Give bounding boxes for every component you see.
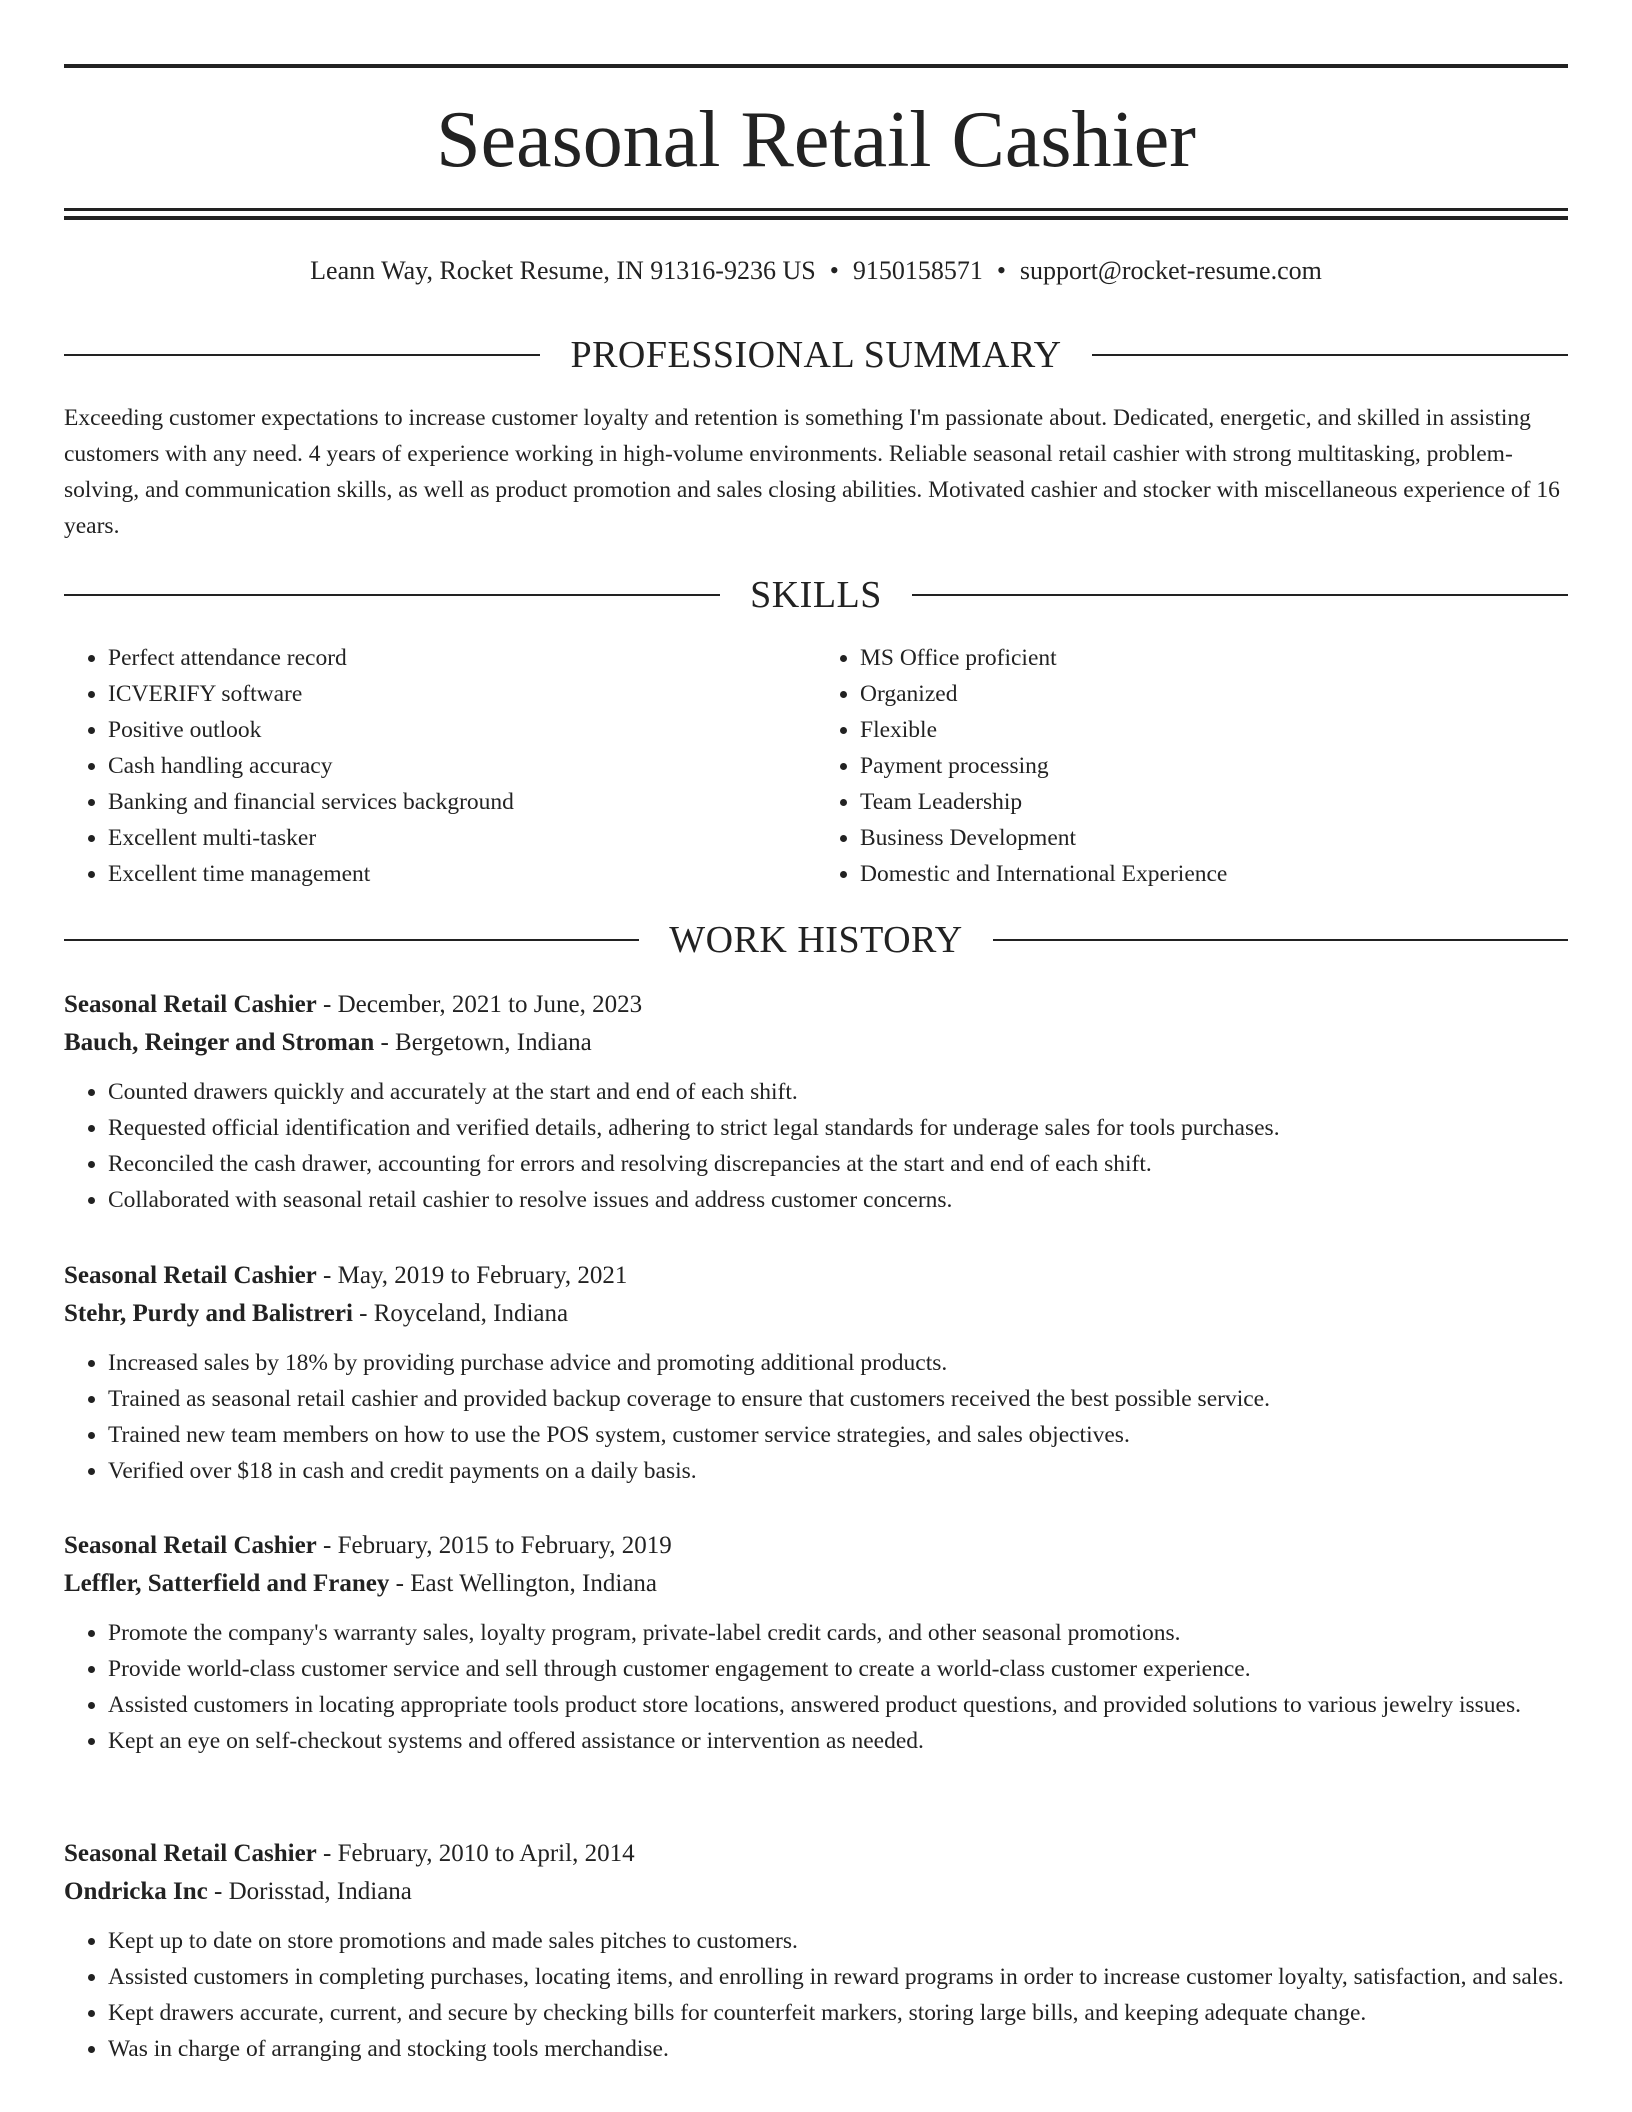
job-company-line xyxy=(64,1295,1568,1333)
skill-item: • Organized xyxy=(860,676,1568,712)
job-bullet: • Provide world-class customer service and sell through customer engagement to create a world-class customer experience. xyxy=(108,1651,1568,1687)
job-company-line xyxy=(64,1024,1568,1062)
job-bullet: • Promote the company's warranty sales, loyalty program, private-label credit cards, and other seasonal promotions. xyxy=(108,1615,1568,1651)
job-bullet: • Was in charge of arranging and stocking tools merchandise. xyxy=(108,2031,1568,2067)
job-location: - East Wellington, Indiana xyxy=(389,1570,658,1597)
resume-title: Seasonal Retail Cashier xyxy=(436,96,1196,184)
divider xyxy=(64,354,540,356)
skill-item: • Excellent multi-tasker xyxy=(108,820,816,856)
job-company: Stehr, Purdy and Balistreri xyxy=(64,1300,353,1327)
skill-item: • Business Development xyxy=(860,820,1568,856)
job-dates: - December, 2021 to June, 2023 xyxy=(316,991,643,1018)
skill-item: • ICVERIFY software xyxy=(108,676,816,712)
separator: • xyxy=(996,256,1006,285)
job-bullet: • Assisted customers in completing purchases, locating items, and enrolling in reward programs in order to increase customer loyalty, satisfaction, and sales. xyxy=(108,1959,1568,1995)
job-bullets xyxy=(64,1615,1568,1759)
job-title-line xyxy=(64,1835,1568,1873)
job-bullet: • Requested official identification and verified details, adhering to strict legal standards for underage sales for tools purchases. xyxy=(108,1110,1568,1146)
skills-heading xyxy=(64,573,1568,617)
job-bullet: • Collaborated with seasonal retail cashier to resolve issues and address customer concerns. xyxy=(108,1182,1568,1218)
job-bullet: • Reconciled the cash drawer, accounting for errors and resolving discrepancies at the start and end of each shift. xyxy=(108,1146,1568,1182)
job-bullets xyxy=(64,1074,1568,1218)
job-bullet: • Kept drawers accurate, current, and secure by checking bills for counterfeit markers, storing large bills, and keeping adequate change. xyxy=(108,1995,1568,2031)
skill-item: • Cash handling accuracy xyxy=(108,748,816,784)
job-company: Ondricka Inc xyxy=(64,1878,208,1905)
skill-item: • Excellent time management xyxy=(108,856,816,892)
work-title: WORK HISTORY xyxy=(669,919,963,961)
job-dates: - February, 2015 to February, 2019 xyxy=(316,1532,672,1559)
skills-column-right xyxy=(816,640,1568,892)
email: support@rocket-resume.com xyxy=(1019,256,1322,285)
job-title-line xyxy=(64,1257,1568,1295)
separator: • xyxy=(829,256,839,285)
job-bullet: • Trained new team members on how to use the POS system, customer service strategies, and sales objectives. xyxy=(108,1417,1568,1453)
divider xyxy=(64,939,639,941)
job-title-line xyxy=(64,986,1568,1024)
job-location: - Royceland, Indiana xyxy=(352,1300,569,1327)
skill-item: • Perfect attendance record xyxy=(108,640,816,676)
job-title-line xyxy=(64,1527,1568,1565)
job-entry xyxy=(64,1835,1568,2067)
job-bullets xyxy=(64,1345,1568,1489)
job-bullet: • Increased sales by 18% by providing purchase advice and promoting additional products. xyxy=(108,1345,1568,1381)
skill-item: • Banking and financial services background xyxy=(108,784,816,820)
skills-list xyxy=(64,640,1568,892)
skill-item: • Team Leadership xyxy=(860,784,1568,820)
job-company: Leffler, Satterfield and Franey xyxy=(64,1570,390,1597)
contact-line xyxy=(64,254,1568,288)
divider xyxy=(64,594,720,596)
job-role: Seasonal Retail Cashier xyxy=(64,1532,317,1559)
job-bullet: • Counted drawers quickly and accurately at the start and end of each shift. xyxy=(108,1074,1568,1110)
summary-text: Exceeding customer expectations to increase customer loyalty and retention is something I'm passionate about. Dedicated, energetic, and skilled in assisting customers with any need. 4 years of experience working in high-volume environments. Reliable seasonal retail cashier with strong multitasking, problem-solving, and communication skills, as well as product promotion and sales closing abilities. Motivated cashier and stocker with miscellaneous experience of 16 years. xyxy=(64,405,1560,539)
job-company: Bauch, Reinger and Stroman xyxy=(64,1029,375,1056)
job-location: - Dorisstad, Indiana xyxy=(207,1878,412,1905)
job-dates: - May, 2019 to February, 2021 xyxy=(316,1262,628,1289)
address: Leann Way, Rocket Resume, IN 91316-9236 US xyxy=(310,256,816,285)
job-role: Seasonal Retail Cashier xyxy=(64,991,317,1018)
job-location: - Bergetown, Indiana xyxy=(374,1029,592,1056)
summary-title: PROFESSIONAL SUMMARY xyxy=(570,334,1062,376)
work-heading xyxy=(64,918,1568,962)
phone: 9150158571 xyxy=(852,256,983,285)
skill-item: • Positive outlook xyxy=(108,712,816,748)
job-role: Seasonal Retail Cashier xyxy=(64,1262,317,1289)
divider xyxy=(912,594,1568,596)
job-bullet: • Kept up to date on store promotions and made sales pitches to customers. xyxy=(108,1923,1568,1959)
job-company-line xyxy=(64,1873,1568,1911)
skill-item: • Flexible xyxy=(860,712,1568,748)
skill-item: • Payment processing xyxy=(860,748,1568,784)
job-role: Seasonal Retail Cashier xyxy=(64,1840,317,1867)
job-entry xyxy=(64,1257,1568,1489)
top-rule xyxy=(64,64,1568,68)
job-bullet: • Assisted customers in locating appropriate tools product store locations, answered product questions, and provided solutions to various jewelry issues. xyxy=(108,1687,1568,1723)
job-company-line xyxy=(64,1565,1568,1603)
job-dates: - February, 2010 to April, 2014 xyxy=(316,1840,635,1867)
job-bullet: • Trained as seasonal retail cashier and provided backup coverage to ensure that customers received the best possible service. xyxy=(108,1381,1568,1417)
divider xyxy=(1092,354,1568,356)
job-bullet: • Verified over $18 in cash and credit payments on a daily basis. xyxy=(108,1453,1568,1489)
skill-item: • MS Office proficient xyxy=(860,640,1568,676)
divider xyxy=(993,939,1568,941)
skills-title: SKILLS xyxy=(750,574,882,616)
job-entry xyxy=(64,986,1568,1218)
skill-item: • Domestic and International Experience xyxy=(860,856,1568,892)
job-entry xyxy=(64,1527,1568,1759)
summary-heading xyxy=(64,333,1568,377)
job-bullet: • Kept an eye on self-checkout systems and offered assistance or intervention as needed. xyxy=(108,1723,1568,1759)
double-rule xyxy=(64,208,1568,220)
skills-column-left xyxy=(64,640,816,892)
job-bullets xyxy=(64,1923,1568,2067)
